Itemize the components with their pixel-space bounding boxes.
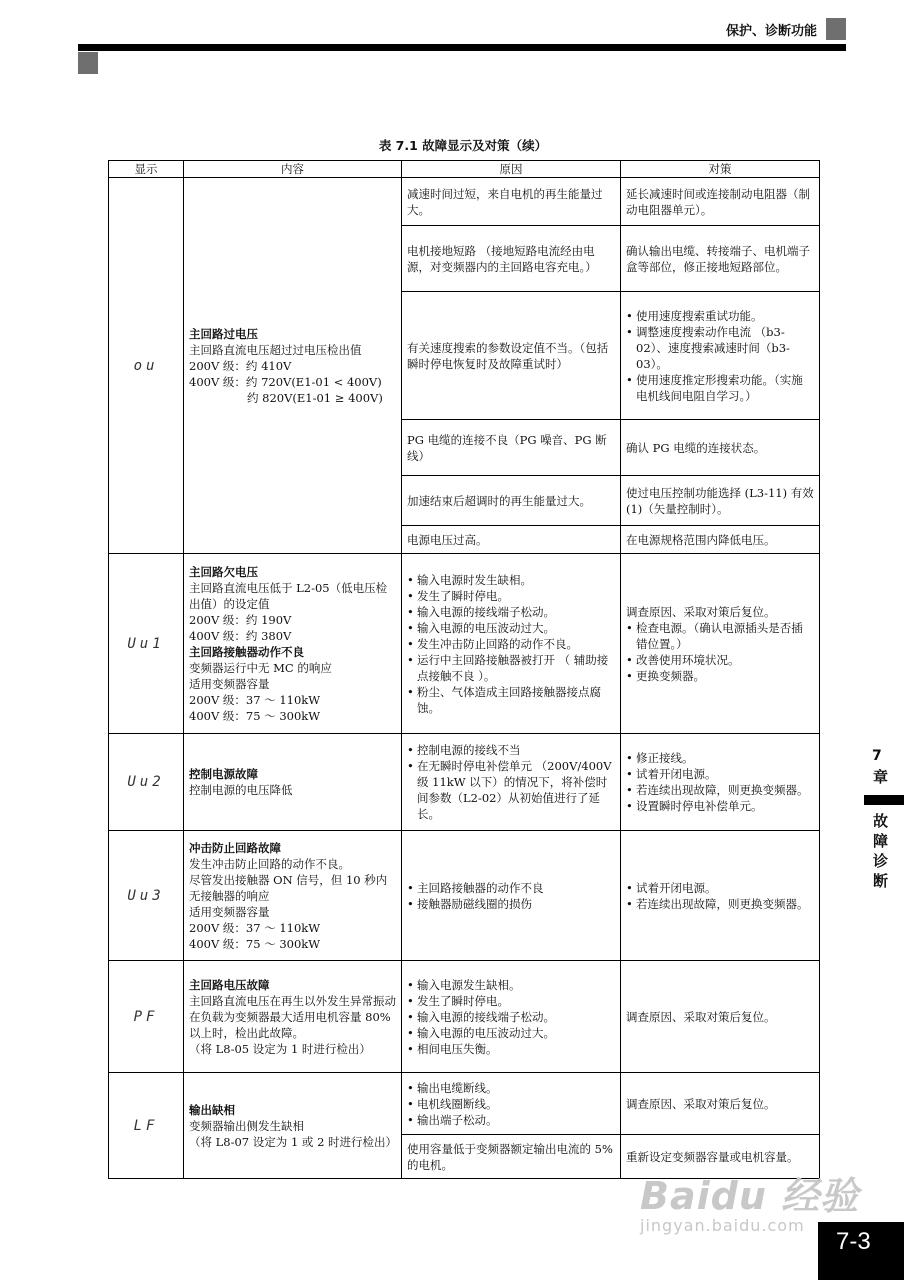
table-caption: 表 7.1 故障显示及对策（续） (378, 138, 548, 153)
fault-content (184, 831, 402, 961)
fault-title: 主回路过电压 (189, 326, 258, 341)
bullet-item: • 输入电源发生缺相。 (407, 977, 615, 993)
fault-title: 主回路电压故障 (189, 977, 270, 992)
content-line: 400V 级：75 ～ 300kW (189, 936, 321, 951)
bullet-item: • 输入电源的接线端子松动。 (407, 1009, 615, 1025)
cause-cell: 电机接地短路 （接地短路电流经由电源，对变频器内的主回路电容充电。） (402, 226, 621, 292)
content-line: 适用变频器容量 (189, 676, 270, 691)
page-number: 7-3 (836, 1228, 871, 1255)
fault-content (184, 734, 402, 831)
chapter-number: 7 (872, 748, 882, 764)
page-number-box (818, 1222, 904, 1280)
fault-content (184, 554, 402, 734)
bullet-item: • 控制电源的接线不当 (407, 742, 615, 758)
fault-title: 控制电源故障 (189, 767, 258, 781)
fault-code-uu1: Uu1 (109, 554, 184, 734)
chapter-title-char: 断 (873, 872, 889, 890)
countermeasure-cell (621, 292, 820, 420)
bullet-item: • 发生了瞬时停电。 (407, 993, 615, 1009)
col-header-display: 显示 (109, 161, 184, 178)
countermeasure-cell (621, 734, 820, 831)
cause-cell: PG 电缆的连接不良（PG 噪音、PG 断线） (402, 420, 621, 476)
bullet-item: • 输入电源时发生缺相。 (407, 572, 615, 588)
bullet-item: • 使用速度推定形搜索功能。（实施电机线间电阻自学习。） (626, 372, 814, 404)
content-line: 200V 级：37 ～ 110kW (189, 692, 321, 707)
content-line: 400V 级：75 ～ 300kW (189, 708, 321, 723)
fault-content (184, 178, 402, 554)
fault-content (184, 961, 402, 1073)
bullet-item: • 改善使用环境状况。 (626, 652, 814, 668)
bullet-item: • 运行中主回路接触器被打开 （ 辅助接点接触不良 ）。 (407, 652, 615, 684)
table-row (109, 831, 820, 961)
content-line: （将 L8-07 设定为 1 或 2 时进行检出） (189, 1134, 398, 1149)
table-row (109, 961, 820, 1073)
table-header-row (109, 161, 820, 178)
header-rule (78, 44, 846, 51)
fault-code-uu2: Uu2 (109, 734, 184, 831)
col-header-countermeasure: 对策 (621, 161, 820, 178)
cause-cell (402, 961, 621, 1073)
bullet-item: • 主回路接触器的动作不良 (407, 880, 615, 896)
cause-cell (402, 734, 621, 831)
table-row (109, 178, 820, 226)
content-line: 在负载为变频器最大适用电机容量 80% 以上时，检出此故障。 (189, 1009, 391, 1040)
bullet-item: • 输入电源的电压波动过大。 (407, 620, 615, 636)
section-title: 保护、诊断功能 (725, 24, 817, 39)
countermeasure-cell: 确认 PG 电缆的连接状态。 (621, 420, 820, 476)
cause-cell: 使用容量低于变频器额定输出电流的 5% 的电机。 (402, 1135, 621, 1179)
bullet-item: • 设置瞬时停电补偿单元。 (626, 798, 814, 814)
header-marker (826, 18, 846, 40)
countermeasure-cell (621, 554, 820, 734)
cause-cell: 电源电压过高。 (402, 526, 621, 554)
header-marker-left (78, 52, 98, 74)
content-line: 约 820V(E1-01 ≥ 400V) (247, 390, 383, 405)
cause-cell (402, 831, 621, 961)
bullet-item: • 相间电压失衡。 (407, 1041, 615, 1057)
countermeasure-cell: 确认输出电缆、转接端子、电机端子盒等部位，修正接地短路部位。 (621, 226, 820, 292)
countermeasure-cell: 在电源规格范围内降低电压。 (621, 526, 820, 554)
table-row (109, 1073, 820, 1135)
cause-cell: 加速结束后超调时的再生能量过大。 (402, 476, 621, 526)
countermeasure-cell (621, 831, 820, 961)
countermeasure-cell: 调查原因、采取对策后复位。 (621, 1073, 820, 1135)
fault-title: 主回路接触器动作不良 (189, 644, 304, 659)
col-header-content: 内容 (184, 161, 402, 178)
fault-title: 冲击防止回路故障 (189, 840, 281, 855)
content-line: 变频器输出侧发生缺相 (189, 1118, 304, 1133)
fault-code-uu3: Uu3 (109, 831, 184, 961)
watermark-url: jingyan.baidu.com (640, 1216, 805, 1235)
col-header-cause: 原因 (402, 161, 621, 178)
cause-cell: 有关速度搜索的参数设定值不当。（包括瞬时停电恢复时及故障重试时） (402, 292, 621, 420)
countermeasure-cell: 重新设定变频器容量或电机容量。 (621, 1135, 820, 1179)
bullet-item: • 调整速度搜索动作电流 （b3-02）、速度搜索减速时间（b3-03）。 (626, 324, 814, 372)
bullet-item: • 输入电源的电压波动过大。 (407, 1025, 615, 1041)
bullet-item: • 粉尘、气体造成主回路接触器接点腐蚀。 (407, 684, 615, 716)
bullet-item: • 发生冲击防止回路的动作不良。 (407, 636, 615, 652)
content-line: 发生冲击防止回路的动作不良。 (189, 856, 350, 871)
bullet-item: • 使用速度搜索重试功能。 (626, 308, 814, 324)
content-line: 控制电源的电压降低 (189, 783, 293, 797)
bullet-item: • 试着开闭电源。 (626, 880, 814, 896)
watermark-brand: Baidu 经验 (640, 1174, 860, 1218)
fault-code-lf: LF (109, 1073, 184, 1179)
bullet-item: • 输入电源的接线端子松动。 (407, 604, 615, 620)
content-line: 200V 级：37 ～ 110kW (189, 920, 321, 935)
bullet-item: • 若连续出现故障，则更换变频器。 (626, 896, 814, 912)
fault-title: 输出缺相 (189, 1102, 235, 1117)
content-line: （将 L8-05 设定为 1 时进行检出） (189, 1041, 371, 1056)
chapter-tab-bar (864, 795, 904, 805)
chapter-title-char: 障 (873, 832, 889, 850)
chapter-title-char: 故 (873, 812, 889, 830)
cause-cell (402, 1073, 621, 1135)
content-line: 变频器运行中无 MC 的响应 (189, 660, 332, 675)
fault-content (184, 1073, 402, 1179)
content-line: 主回路直流电压超过过电压检出值 (189, 342, 362, 357)
bullet-item: • 发生了瞬时停电。 (407, 588, 615, 604)
countermeasure-cell: 调查原因、采取对策后复位。 (621, 961, 820, 1073)
countermeasure-cell: 使过电压控制功能选择 (L3-11) 有效 (1)（矢量控制时）。 (621, 476, 820, 526)
fault-table (108, 160, 820, 1179)
content-line: 主回路直流电压在再生以外发生异常振动 (189, 993, 396, 1008)
bullet-item: • 更换变频器。 (626, 668, 814, 684)
cause-cell (402, 554, 621, 734)
fault-code-ou: ou (109, 178, 184, 554)
bullet-item: • 在无瞬时停电补偿单元 （200V/400V 级 11kW 以下）的情况下，将补偿时间参数（L2-02）从初始值进行了延长。 (407, 758, 615, 822)
content-line: 200V 级：约 410V (189, 358, 292, 373)
table-row (109, 734, 820, 831)
bullet-item: • 电机线圈断线。 (407, 1096, 615, 1112)
bullet-item: • 若连续出现故障，则更换变频器。 (626, 782, 814, 798)
bullet-item: • 输出电缆断线。 (407, 1080, 615, 1096)
cause-cell: 减速时间过短，来自电机的再生能量过大。 (402, 178, 621, 226)
content-line: 400V 级：约 380V (189, 628, 292, 643)
table-row (109, 554, 820, 734)
chapter-title-char: 诊 (873, 852, 889, 870)
content-line: 主回路直流电压低于 L2-05（低电压检出值）的设定值 (189, 580, 388, 611)
bullet-item: • 修正接线。 (626, 750, 814, 766)
chapter-label: 章 (873, 768, 889, 786)
bullet-item: • 检查电源。（确认电源插头是否插错位置。） (626, 620, 814, 652)
content-line: 适用变频器容量 (189, 904, 270, 919)
content-line: 200V 级：约 190V (189, 612, 292, 627)
fault-title: 主回路欠电压 (189, 564, 258, 579)
bullet-item: • 试着开闭电源。 (626, 766, 814, 782)
bullet-item: • 输出端子松动。 (407, 1112, 615, 1128)
countermeasure-cell: 延长减速时间或连接制动电阻器（制动电阻器单元）。 (621, 178, 820, 226)
content-line: 400V 级：约 720V(E1-01 < 400V) (189, 374, 382, 389)
bullet-item: • 接触器励磁线圈的损伤 (407, 896, 615, 912)
fault-code-pf: PF (109, 961, 184, 1073)
content-line: 尽管发出接触器 ON 信号，但 10 秒内无接触器的响应 (189, 872, 388, 903)
countermeasure-intro: 调查原因、采取对策后复位。 (626, 604, 776, 619)
